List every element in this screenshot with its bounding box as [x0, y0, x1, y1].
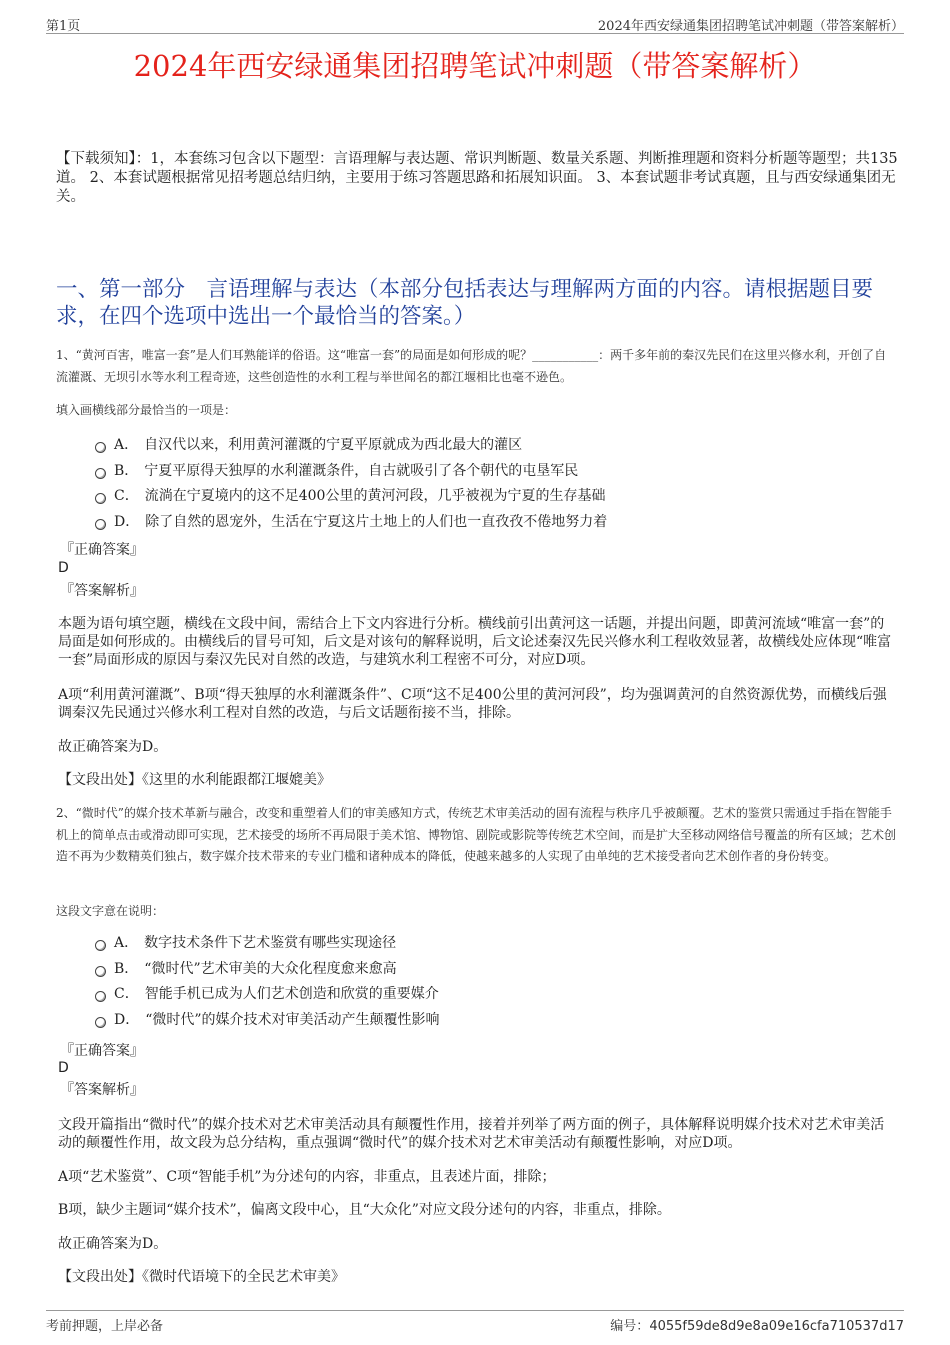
section-heading: 一、第一部分 言语理解与表达（本部分包括表达与理解两方面的内容。请根据题目要求，在四个选项中选出一个最恰当的答案。）: [56, 277, 874, 329]
source-citation: 【文段出处】《微时代语境下的全民艺术审美》: [58, 1269, 345, 1285]
analysis-paragraph: 文段开篇指出“微时代”的媒介技术对艺术审美活动具有颠覆性作用，接着并列举了两方面的例子，具体解释说明媒介技术对艺术审美活动的颠覆性作用，故文段为总分结构，重点强调“微时代”的媒介技术对艺术审美活动有颠覆性影响，对应D项。: [58, 1117, 885, 1151]
question-2-options: [95, 931, 440, 1033]
page-footer: [46, 1310, 904, 1334]
radio-icon[interactable]: [95, 468, 106, 479]
radio-icon[interactable]: [95, 493, 106, 504]
document-title: 2024年西安绿通集团招聘笔试冲刺题（带答案解析）: [133, 49, 817, 83]
correct-answer-tag: 『正确答案』: [60, 542, 144, 558]
option-c[interactable]: C． 流淌在宁夏境内的这不足400公里的黄河河段，几乎被视为宁夏的生存基础: [95, 484, 607, 510]
option-b[interactable]: B． “微时代”艺术审美的大众化程度愈来愈高: [95, 957, 440, 983]
analysis-paragraph: A项“艺术鉴赏”、C项“智能手机”为分述句的内容，非重点，且表述片面，排除；: [58, 1169, 556, 1185]
radio-icon[interactable]: [95, 1017, 106, 1028]
page-number: 第1页: [46, 19, 81, 34]
radio-icon[interactable]: [95, 519, 106, 530]
source-citation: 【文段出处】《这里的水利能跟都江堰媲美》: [58, 772, 331, 788]
option-c[interactable]: C． 智能手机已成为人们艺术创造和欣赏的重要媒介: [95, 982, 440, 1008]
footer-slogan: 考前押题，上岸必备: [46, 1319, 164, 1334]
correct-answer: D: [58, 560, 69, 576]
radio-icon[interactable]: [95, 966, 106, 977]
question-1-options: [95, 433, 607, 535]
page-header: [46, 13, 904, 34]
option-d[interactable]: D． “微时代”的媒介技术对审美活动产生颠覆性影响: [95, 1008, 440, 1034]
correct-answer: D: [58, 1060, 69, 1076]
correct-answer-tag: 『正确答案』: [60, 1043, 144, 1059]
question-1-stem: 1、“黄河百害，唯富一套”是人们耳熟能详的俗语。这“唯富一套”的局面是如何形成的呢？___________：两千多年前的秦汉先民们在这里兴修水利，开创了自流灌溉、无坝引水等水利工程奇迹，这些创造性的水利工程与举世闻名的都江堰相比也毫不逊色。: [56, 348, 887, 384]
analysis-conclusion: 故正确答案为D。: [58, 1236, 168, 1252]
radio-icon[interactable]: [95, 442, 106, 453]
analysis-paragraph: 本题为语句填空题，横线在文段中间，需结合上下文内容进行分析。横线前引出黄河这一话题，并提出问题，即黄河流域“唯富一套”的局面是如何形成的。由横线后的冒号可知，后文是对该句的解释说明，后文论述秦汉先民兴修水利工程收效显著，故横线处应体现“唯富一套”局面形成的原因与秦汉先民对自然的改造，与建筑水利工程密不可分，对应D项。: [58, 616, 892, 668]
download-notice: 【下载须知】：1，本套练习包含以下题型：言语理解与表达题、常识判断题、数量关系题、判断推理题和资料分析题等题型；共135道。 2、本套试题根据常见招考题总结归纳，主要用于练习答题思路和拓展知识面。 3、本套试题非考试真题，且与西安绿通集团无关。: [56, 151, 898, 205]
analysis-conclusion: 故正确答案为D。: [58, 739, 168, 755]
footer-code: 编号：4055f59de8d9e8a09e16cfa710537d17: [610, 1319, 904, 1334]
question-2-stem: 2、“微时代”的媒介技术革新与融合，改变和重塑着人们的审美感知方式，传统艺术审美活动的固有流程与秩序几乎被颠覆。艺术的鉴赏只需通过手指在智能手机上的简单点击或滑动即可实现，艺术接受的场所不再局限于美术馆、博物馆、剧院或影院等传统艺术空间，而是扩大至移动网络信号覆盖的所有区域；艺术创造不再为少数精英们独占，数字媒介技术带来的专业门槛和诸种成本的降低，使越来越多的人实现了由单纯的艺术接受者向艺术创作者的身份转变。: [56, 806, 897, 863]
option-a[interactable]: A． 自汉代以来，利用黄河灌溉的宁夏平原就成为西北最大的灌区: [95, 433, 607, 459]
analysis-paragraph: B项，缺少主题词“媒介技术”，偏离文段中心，且“大众化”对应文段分述句的内容，非重点，排除。: [58, 1202, 671, 1218]
option-a[interactable]: A． 数字技术条件下艺术鉴赏有哪些实现途径: [95, 931, 440, 957]
question-2-prompt: 这段文字意在说明：: [56, 904, 165, 918]
option-b[interactable]: B． 宁夏平原得天独厚的水利灌溉条件，自古就吸引了各个朝代的屯垦军民: [95, 459, 607, 485]
analysis-paragraph: A项“利用黄河灌溉”、B项“得天独厚的水利灌溉条件”、C项“这不足400公里的黄河河段”，均为强调黄河的自然资源优势，而横线后强调秦汉先民通过兴修水利工程对自然的改造，与后文话题衔接不当，排除。: [58, 687, 887, 721]
analysis-tag: 『答案解析』: [60, 583, 144, 599]
radio-icon[interactable]: [95, 991, 106, 1002]
question-1-prompt: 填入画横线部分最恰当的一项是：: [56, 403, 237, 417]
header-doc-title: 2024年西安绿通集团招聘笔试冲刺题（带答案解析）: [597, 19, 904, 34]
analysis-tag: 『答案解析』: [60, 1082, 144, 1098]
radio-icon[interactable]: [95, 940, 106, 951]
option-d[interactable]: D． 除了自然的恩宠外，生活在宁夏这片土地上的人们也一直孜孜不倦地努力着: [95, 510, 607, 536]
